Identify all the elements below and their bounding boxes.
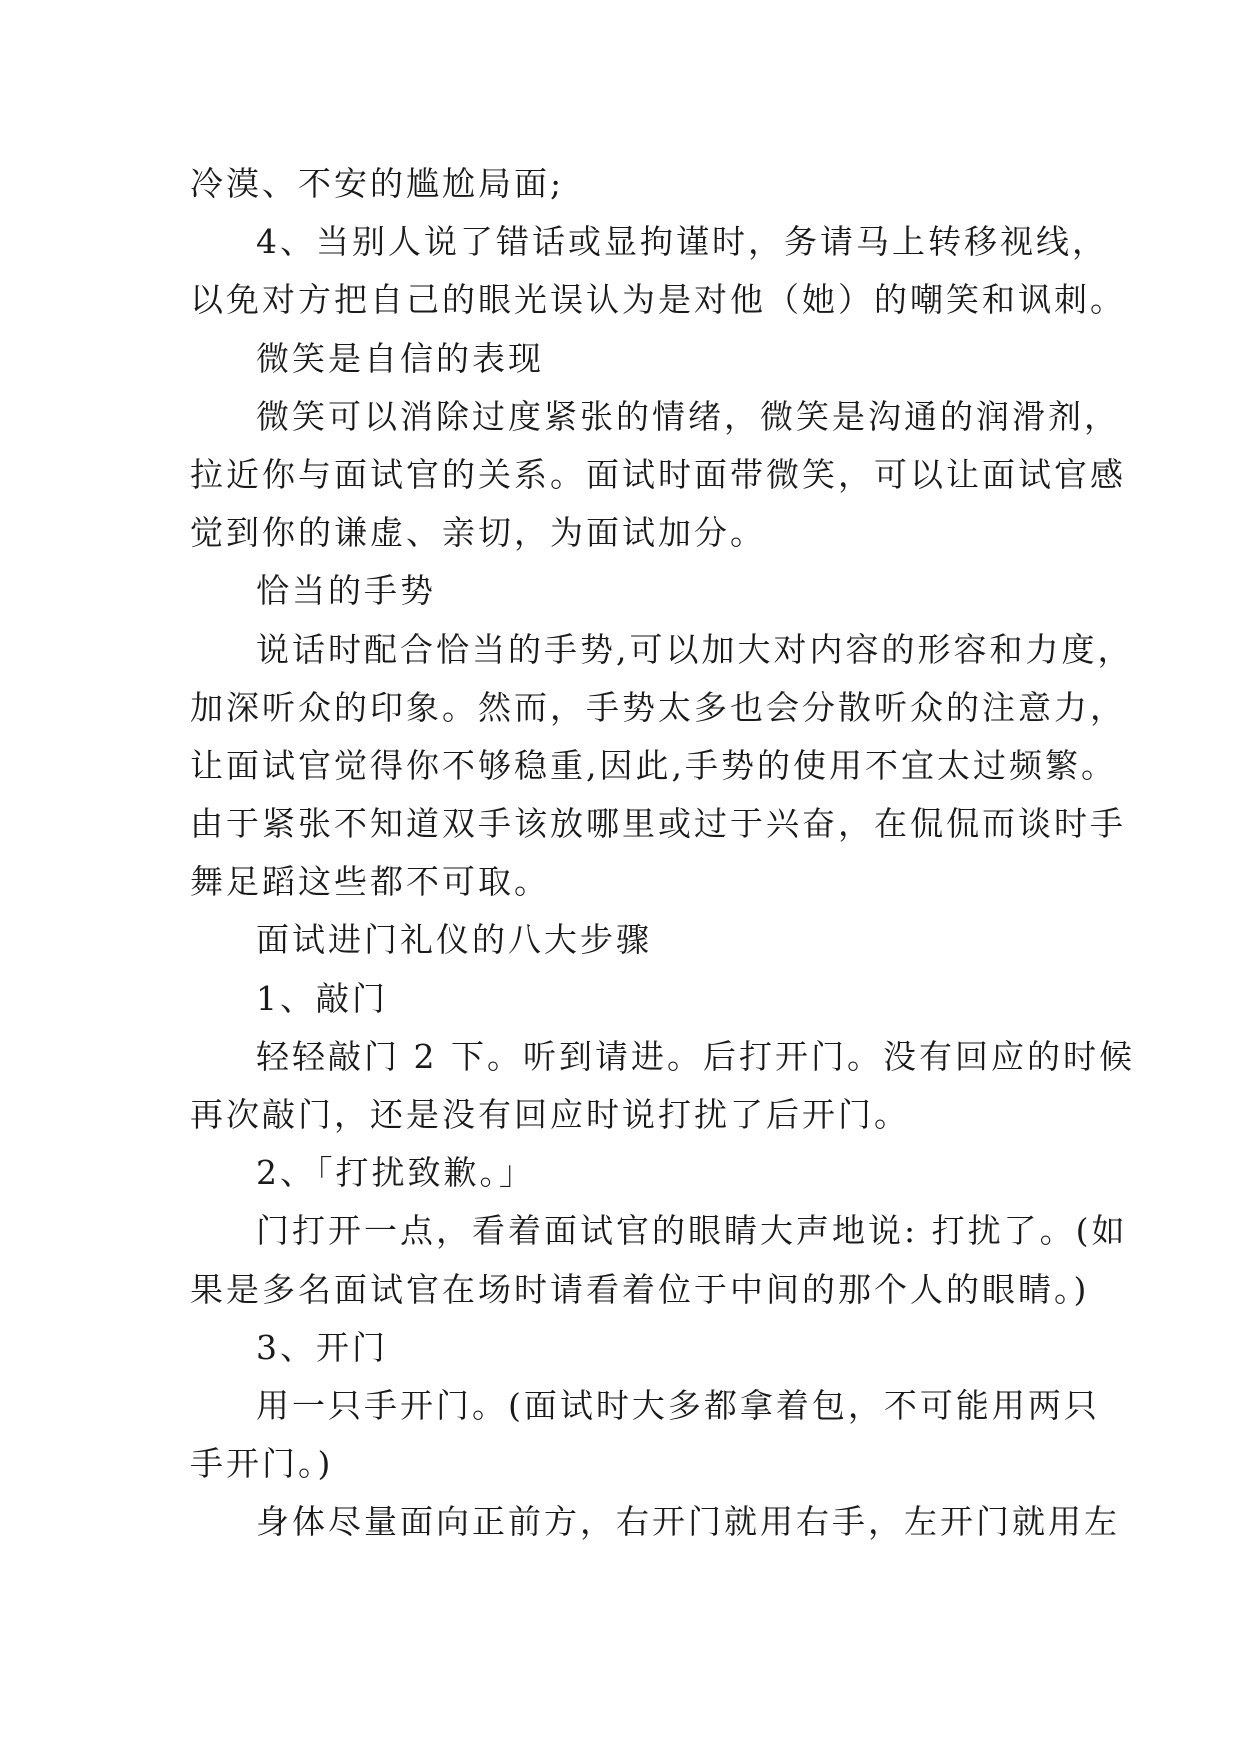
paragraph-start: 身体尽量面向正前方，右开门就用右手，左开门就用左 xyxy=(256,1502,1120,1542)
text-line: 冷漠、不安的尴尬局面; xyxy=(190,164,565,203)
text-line: 以免对方把自己的眼光误认为是对他（她）的嘲笑和讽刺。 xyxy=(190,280,1126,320)
step-heading: 1、敲门 xyxy=(256,978,388,1018)
text-line: 拉近你与面试官的关系。面试时面带微笑，可以让面试官感 xyxy=(190,454,1126,494)
document-body xyxy=(190,155,1135,1552)
step-heading: 2、「打扰致歉。」 xyxy=(256,1153,535,1193)
text-line: 加深听众的印象。然而，手势太多也会分散听众的注意力， xyxy=(190,687,1126,727)
paragraph-start: 说话时配合恰当的手势,可以加大对内容的形容和力度， xyxy=(256,629,1134,669)
section-heading: 面试进门礼仪的八大步骤 xyxy=(256,920,652,960)
list-item-paragraph: 4、当别人说了错话或显拘谨时，务请马上转移视线， xyxy=(256,222,1108,262)
text-line: 果是多名面试官在场时请看着位于中间的那个人的眼睛。) xyxy=(190,1269,1090,1309)
paragraph-start: 用一只手开门。(面试时大多都拿着包，不可能用两只 xyxy=(256,1385,1100,1425)
text-line: 再次敲门，还是没有回应时说打扰了后开门。 xyxy=(190,1095,910,1134)
paragraph-start: 微笑可以消除过度紧张的情绪，微笑是沟通的润滑剂， xyxy=(256,396,1120,436)
step-heading: 3、开门 xyxy=(256,1327,388,1367)
section-heading: 恰当的手势 xyxy=(256,571,436,611)
text-line: 觉到你的谦虚、亲切，为面试加分。 xyxy=(190,513,766,553)
paragraph-start: 轻轻敲门 2 下。听到请进。后打开门。没有回应的时候 xyxy=(256,1036,1135,1076)
text-line: 让面试官觉得你不够稳重,因此,手势的使用不宜太过频繁。 xyxy=(190,745,1117,785)
text-line: 由于紧张不知道双手该放哪里或过于兴奋，在侃侃而谈时手 xyxy=(190,804,1126,844)
section-heading: 微笑是自信的表现 xyxy=(256,338,544,378)
text-line: 手开门。) xyxy=(190,1444,334,1484)
text-line: 舞足蹈这些都不可取。 xyxy=(190,862,550,902)
paragraph-start: 门打开一点，看着面试官的眼睛大声地说: 打扰了。(如 xyxy=(256,1211,1128,1251)
